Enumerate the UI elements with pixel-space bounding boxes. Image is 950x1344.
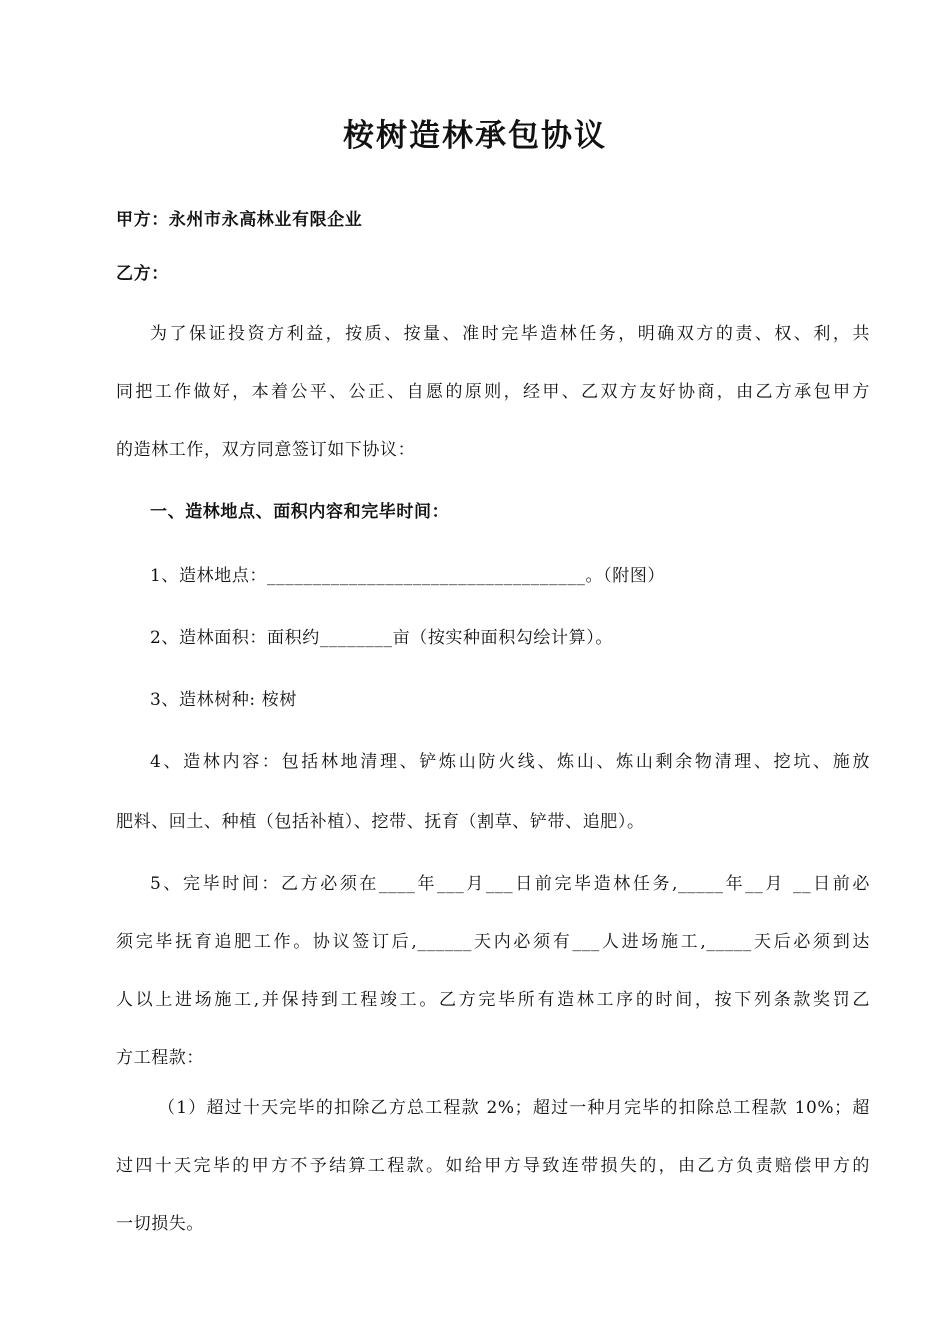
item-5-line-4: 方工程款：	[116, 1048, 204, 1068]
intro-line-2: 同把工作做好，本着公平、公正、自愿的原则，经甲、乙双方友好协商，由乙方承包甲方	[116, 382, 870, 402]
intro-line-1: 为了保证投资方利益，按质、按量、准时完毕造林任务，明确双方的责、权、利，共	[150, 324, 870, 344]
sub-clause-1-line-3: 一切损失。	[116, 1214, 204, 1234]
item-5-line-3: 人以上进场施工,并保持到工程竣工。乙方完毕所有造林工序的时间，按下列条款奖罚乙	[116, 990, 870, 1010]
item-3-species: 3、造林树种: 桉树	[150, 690, 297, 710]
sub-clause-1-line-2: 过四十天完毕的甲方不予结算工程款。如给甲方导致连带损失的，由乙方负责赔偿甲方的	[116, 1156, 870, 1176]
item-5-line-1: 5、完毕时间：乙方必须在____年___月___日前完毕造林任务,_____年__月 __日前必	[150, 874, 870, 894]
party-b: 乙方：	[116, 264, 169, 284]
item-4-line-1: 4、造林内容：包括林地清理、铲炼山防火线、炼山、炼山剩余物清理、挖坑、施放	[150, 752, 870, 772]
item-5-line-2: 须完毕抚育追肥工作。协议签订后,______天内必须有___人进场施工,_____天后必须到达	[116, 932, 870, 952]
item-2-area: 2、造林面积：面积约________亩（按实种面积勾绘计算）。	[150, 628, 613, 648]
item-1-location: 1、造林地点：___________________________________。（附图）	[150, 566, 666, 586]
intro-line-3: 的造林工作，双方同意签订如下协议：	[116, 440, 416, 460]
item-4-line-2: 肥料、回土、种植（包括补植）、挖带、抚育（割草、铲带、追肥）。	[116, 812, 645, 832]
document-title: 桉树造林承包协议	[343, 118, 607, 154]
sub-clause-1-line-1: （1）超过十天完毕的扣除乙方总工程款 2%；超过一种月完毕的扣除总工程款 10%；超	[158, 1098, 870, 1118]
section-1-heading: 一、造林地点、面积内容和完毕时间：	[150, 502, 450, 522]
party-a: 甲方：永州市永高林业有限企业	[116, 210, 363, 230]
